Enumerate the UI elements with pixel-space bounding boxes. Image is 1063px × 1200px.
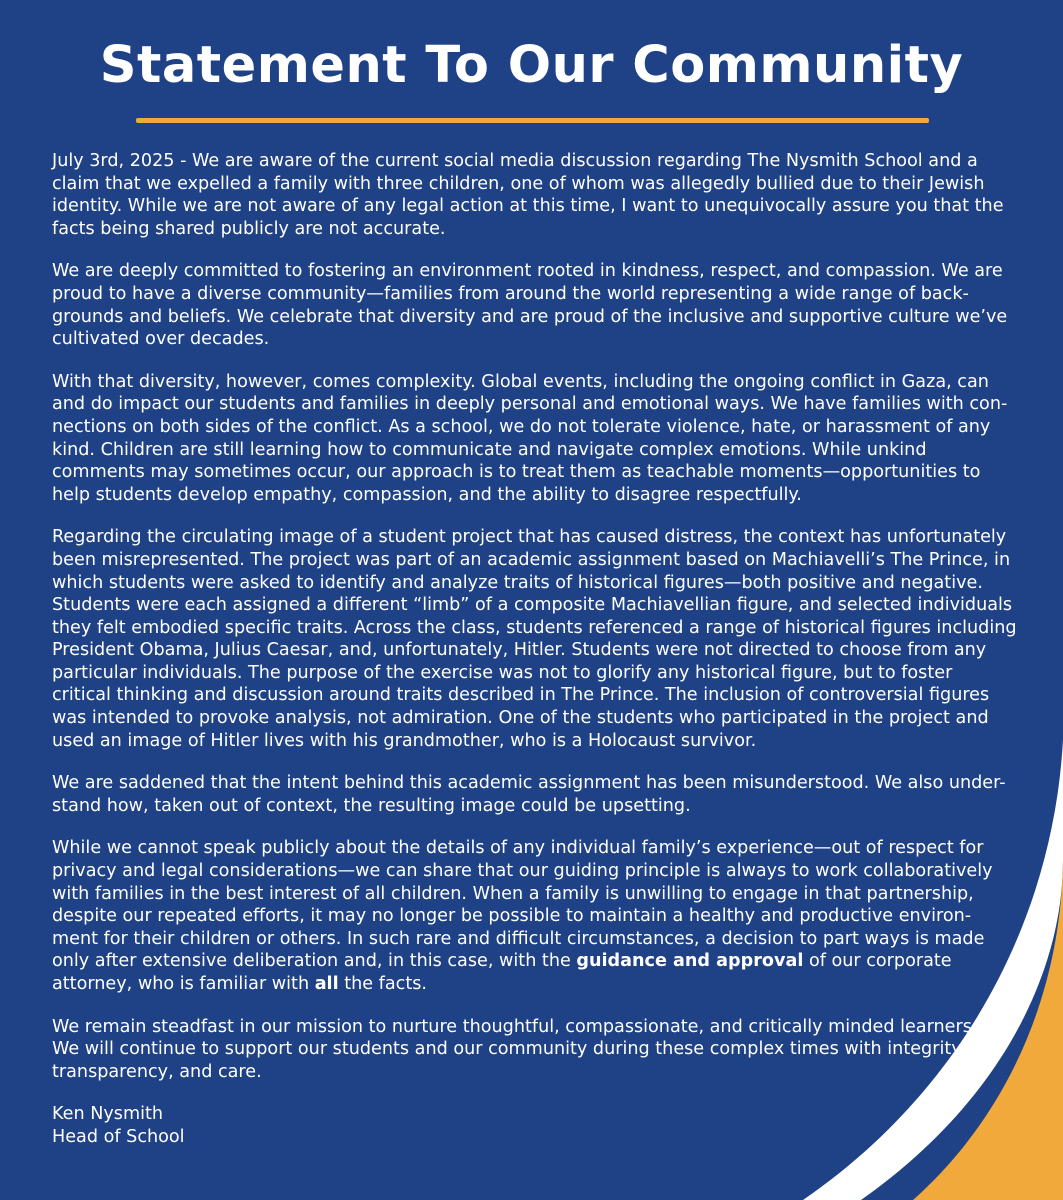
- paragraph-diversity: [52, 371, 1012, 507]
- text-line: cultivated over decades.: [52, 329, 270, 350]
- text-segment: only after extensive deliberation and, in this case, with the: [52, 951, 577, 972]
- signature-block: [52, 1103, 1012, 1148]
- text-line: privacy and legal considerations—we can share that our guiding principle is always to work collaboratively: [52, 861, 993, 882]
- text-line: We will continue to support our students and our community during these complex times with integrity,: [52, 1039, 968, 1060]
- text-line: and do impact our students and families in deeply personal and emotional ways. We have families with con-: [52, 394, 1008, 415]
- text-segment: attorney, who is familiar with: [52, 974, 315, 994]
- text-line: been misrepresented. The project was part of an academic assignment based on Machiavelli’s The Prince, in: [52, 549, 1011, 570]
- text-line: With that diversity, however, comes complexity. Global events, including the ongoing conflict in Gaza, can: [52, 371, 989, 392]
- title-underline: [136, 118, 929, 123]
- text-line: which students were asked to identify and analyze traits of historical figures—both positive and negative.: [52, 572, 983, 593]
- text-line: President Obama, Julius Caesar, and, unfortunately, Hitler. Students were not directed to choose from any: [52, 640, 987, 661]
- paragraph-privacy: [52, 837, 1012, 995]
- text-line: We are deeply committed to fostering an environment rooted in kindness, respect, and compassion. We are: [52, 261, 1003, 282]
- text-line: with families in the best interest of all children. When a family is unwilling to engage in that partnership,: [52, 883, 974, 904]
- text-line: nections on both sides of the conflict. As a school, we do not tolerate violence, hate, or harassment of any: [52, 416, 991, 437]
- signatory-name: Ken Nysmith: [52, 1104, 164, 1125]
- text-line: despite our repeated efforts, it may no longer be possible to maintain a healthy and productive environ-: [52, 906, 972, 927]
- text-line: they felt embodied specific traits. Across the class, students referenced a range of historical figures including: [52, 617, 1017, 638]
- text-line: was intended to provoke analysis, not admiration. One of the students who participated in the project and: [52, 708, 989, 729]
- text-line: ment for their children or others. In such rare and difficult circumstances, a decision to part ways is made: [52, 928, 985, 949]
- text-line: We remain steadfast in our mission to nurture thoughtful, compassionate, and critically minded learners.: [52, 1016, 978, 1037]
- text-line: July 3rd, 2025 - We are aware of the current social media discussion regarding The Nysmith School and a: [52, 151, 978, 171]
- text-line: claim that we expelled a family with three children, one of whom was allegedly bullied due to their Jewish: [52, 173, 985, 194]
- text-line: identity. While we are not aware of any legal action at this time, I want to unequivocally assure you that the: [52, 196, 1004, 217]
- text-line: grounds and beliefs. We celebrate that diversity and are proud of the inclusive and supportive culture we’ve: [52, 306, 1008, 327]
- text-line: proud to have a diverse community—families from around the world representing a wide range of back-: [52, 283, 969, 304]
- text-line: stand how, taken out of context, the resulting image could be upsetting.: [52, 795, 691, 816]
- text-line: particular individuals. The purpose of the exercise was not to glorify any historical figure, but to foster: [52, 662, 953, 683]
- statement-body: [52, 150, 1017, 1149]
- text-line: Students were each assigned a different “limb” of a composite Machiavellian figure, and selected individuals: [52, 595, 1013, 616]
- text-line: critical thinking and discussion around traits described in The Prince. The inclusion of controversial figures: [52, 685, 990, 706]
- text-segment: of our corporate: [803, 951, 952, 972]
- text-line: Regarding the circulating image of a student project that has caused distress, the context has unfortunately: [52, 527, 1007, 548]
- paragraph-saddened: [52, 772, 1012, 817]
- paragraph-mission: [52, 1016, 1012, 1084]
- text-line: transparency, and care.: [52, 1061, 262, 1082]
- page-title: Statement To Our Community: [99, 36, 964, 95]
- text-line: facts being shared publicly are not accurate.: [52, 218, 446, 239]
- emphasis-guidance-approval: guidance and approval: [576, 951, 804, 972]
- paragraph-commitment: [52, 260, 1012, 350]
- text-line: comments may sometimes occur, our approach is to treat them as teachable moments—opportunities to: [52, 462, 981, 483]
- text-line: used an image of Hitler lives with his grandmother, who is a Holocaust survivor.: [52, 730, 757, 751]
- signatory-role: Head of School: [52, 1126, 185, 1147]
- text-line-with-emphasis: [52, 950, 1012, 973]
- text-segment: the facts.: [338, 974, 427, 994]
- emphasis-all: all: [314, 974, 339, 994]
- text-line: kind. Children are still learning how to communicate and navigate complex emotions. While unkind: [52, 439, 927, 460]
- text-line: We are saddened that the intent behind this academic assignment has been misunderstood. We also under-: [52, 773, 1006, 794]
- paragraph-project: [52, 526, 1017, 752]
- text-line: While we cannot speak publicly about the details of any individual family’s experience—out of respect for: [52, 838, 984, 859]
- text-line: help students develop empathy, compassion, and the ability to disagree respectfully.: [52, 484, 802, 505]
- text-line-with-emphasis: [52, 973, 1012, 996]
- paragraph-opening: [52, 150, 1012, 240]
